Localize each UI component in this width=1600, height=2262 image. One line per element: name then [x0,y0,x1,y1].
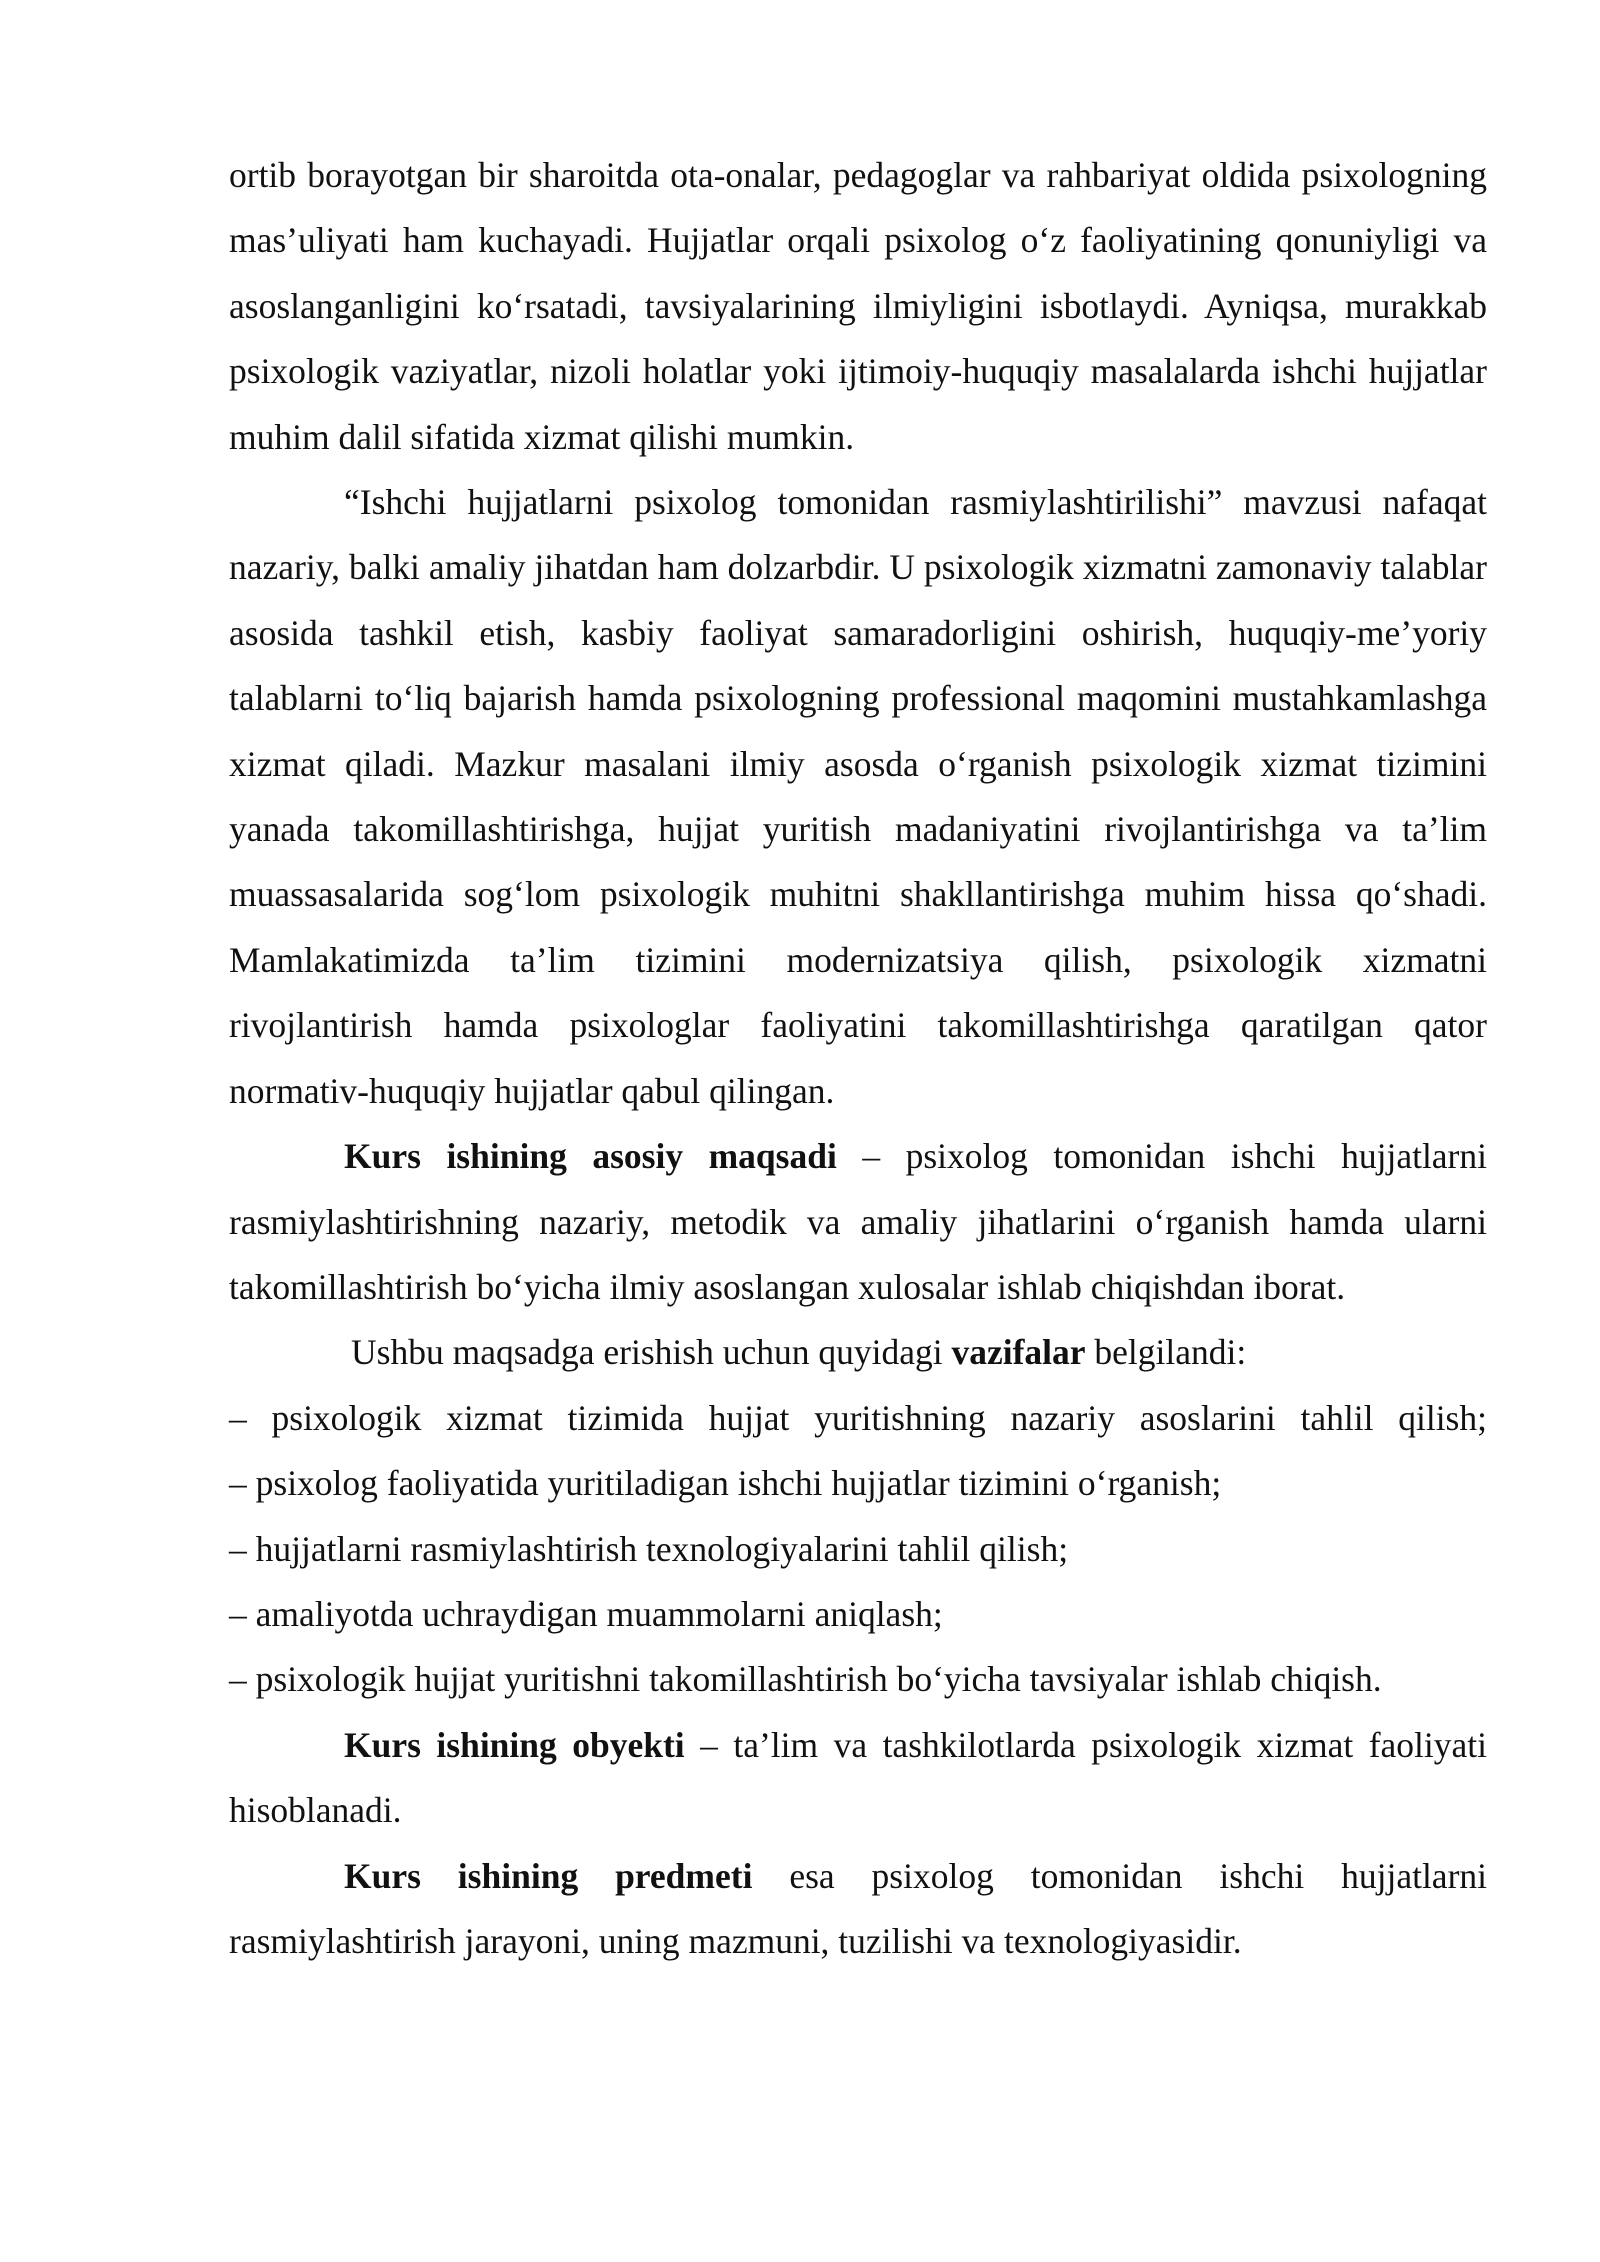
paragraph-intro-continuation: ortib borayotgan bir sharoitda ota-onalar, pedagoglar va rahbariyat oldida psixologning mas’uliyati ham kuchayadi. Hujjatlar orqali psixolog o‘z faoliyatining qonuniyligi va asoslanganligini ko‘rsatadi, tavsiyalarining ilmiyligini isbotlaydi. Ayniqsa, murakkab psixologik vaziyatlar, nizoli holatlar yoki ijtimoiy-huquqiy masalalarda ishchi hujjatlar muhim dalil sifatida xizmat qilishi mumkin. [229,155,1487,457]
main-goal-heading: Kurs ishining asosiy maqsadi [344,1136,837,1177]
task-item: – psixologik xizmat tizimida hujjat yuritishning nazariy asoslarini tahlil qilish; [229,1397,1487,1438]
paragraph-object [229,1713,1487,1844]
subject-text: esa psixolog tomonidan ishchi hujjatlarni rasmiylashtirish jarayoni, uning mazmuni, tuzilishi va texnologiyasidir. [229,1855,1488,1961]
paragraph-tasks-intro [229,1320,1487,1385]
paragraph-subject [229,1844,1487,1975]
task-item: – hujjatlarni rasmiylashtirish texnologiyalarini tahlil qilish; [229,1528,1069,1569]
tasks-list [229,1386,1487,1713]
tasks-keyword: vazifalar [951,1332,1086,1373]
paragraph-main-goal [229,1124,1487,1320]
task-item: – amaliyotda uchraydigan muammolarni aniqlash; [229,1593,943,1634]
task-item: – psixologik hujjat yuritishni takomillashtirish bo‘yicha tavsiyalar ishlab chiqish. [229,1659,1382,1700]
paragraph-topic-relevance: “Ishchi hujjatlarni psixolog tomonidan rasmiylashtirilishi” mavzusi nafaqat nazariy, balki amaliy jihatdan ham dolzarbdir. U psixologik xizmatni zamonaviy talablar asosida tashkil etish, kasbiy faoliyat samaradorligini oshirish, huquqiy-me’yoriy talablarni to‘liq bajarish hamda psixologning professional maqomini mustahkamlashga xizmat qiladi. Mazkur masalani ilmiy asosda o‘rganish psixologik xizmat tizimini yanada takomillashtirishga, hujjat yuritish madaniyatini rivojlantirishga va ta’lim muassasalarida sog‘lom psixologik muhitni shakllantirishga muhim hissa qo‘shadi. Mamlakatimizda ta’lim tizimini modernizatsiya qilish, psixologik xizmatni rivojlantirish hamda psixologlar faoliyatini takomillashtirishga qaratilgan qator normativ-huquqiy hujjatlar qabul qilingan. [229,482,1487,1111]
subject-heading: Kurs ishining predmeti [344,1855,753,1896]
document-page [229,143,1487,1974]
tasks-intro-before: Ushbu maqsadga erishish uchun quyidagi [351,1332,952,1373]
tasks-intro-after: belgilandi: [1085,1332,1247,1373]
object-text: – ta’lim va tashkilotlarda psixologik xizmat faoliyati hisoblanadi. [229,1724,1487,1831]
object-heading: Kurs ishining obyekti [344,1724,685,1765]
main-goal-text: – psixolog tomonidan ishchi hujjatlarni rasmiylashtirishning nazariy, metodik va amaliy jihatlarini o‘rganish hamda ularni takomillashtirish bo‘yicha ilmiy asoslangan xulosalar ishlab chiqishdan iborat. [229,1136,1487,1307]
task-item: – psixolog faoliyatida yuritiladigan ishchi hujjatlar tizimini o‘rganish; [229,1463,1222,1504]
